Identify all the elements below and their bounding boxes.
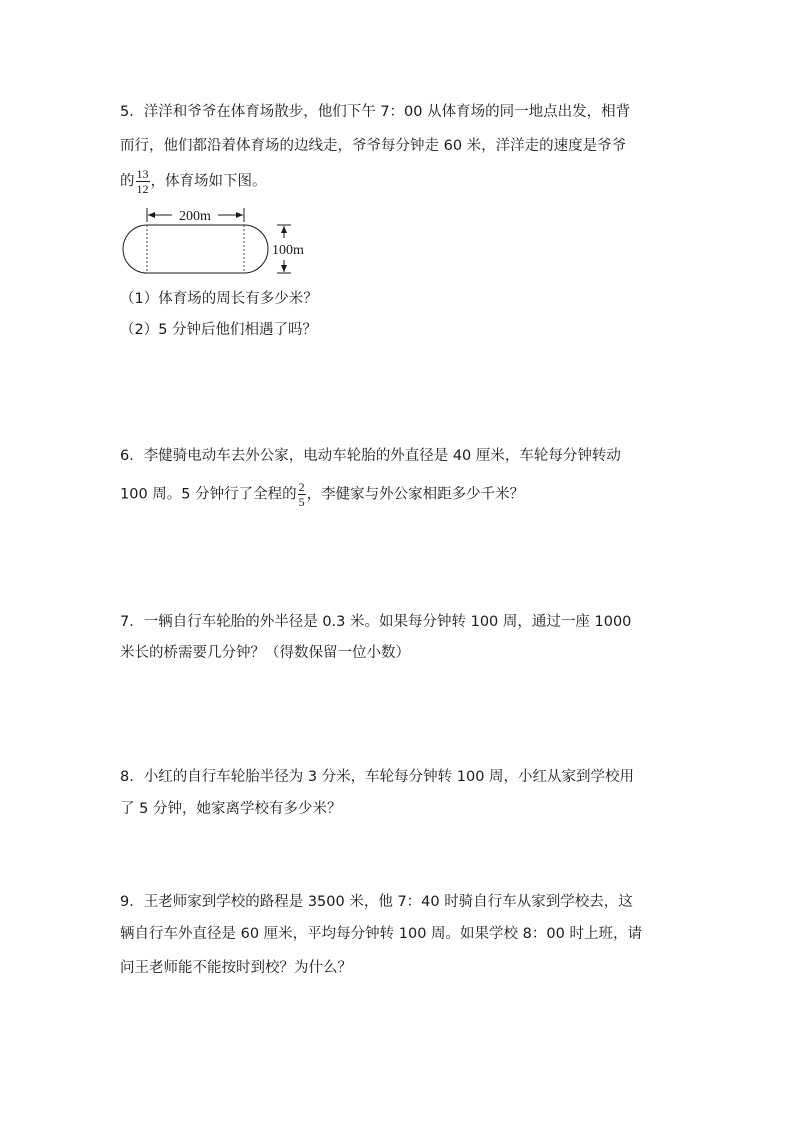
q5-fraction: [136, 168, 150, 195]
q7-line-2: 米长的桥需要几分钟？（得数保留一位小数）: [120, 645, 410, 661]
q5-line-2: 而行，他们都沿着体育场的边线走，爷爷每分钟走 60 米，洋洋走的速度是爷爷: [120, 138, 627, 154]
q8-line-2: 了 5 分钟，她家离学校有多少米？: [120, 801, 342, 817]
q6-line-2: [120, 481, 524, 508]
q5-line-1: 5．洋洋和爷爷在体育场散步，他们下午 7：00 从体育场的同一地点出发，相背: [120, 104, 631, 120]
width-label: 100m: [272, 243, 304, 258]
stadium-diagram: [120, 205, 320, 277]
q5-fraction-denominator: 12: [136, 182, 149, 196]
q9-line-2: 辆自行车外直径是 60 厘米，平均每分钟转 100 周。如果学校 8：00 时上班，请: [120, 926, 642, 942]
q9-line-3: 问王老师能不能按时到校？为什么？: [120, 960, 352, 976]
q5-line-3: [120, 168, 267, 195]
q6-fraction-denominator: 5: [298, 495, 305, 509]
q8-line-1: 8．小红的自行车轮胎半径为 3 分米，车轮每分钟转 100 周，小红从家到学校用: [120, 769, 635, 785]
q6-line-1: 6．李健骑电动车去外公家，电动车轮胎的外直径是 40 厘米，车轮每分钟转动: [120, 448, 621, 464]
q5-sub-question-2: （2）5 分钟后他们相遇了吗？: [120, 322, 318, 338]
stadium-outline: [123, 225, 268, 273]
q6-line-2-pre: 100 周。5 分钟行了全程的: [120, 486, 297, 503]
q5-sub-question-1: （1）体育场的周长有多少米？: [120, 291, 318, 307]
q6-fraction: [298, 481, 306, 508]
q6-fraction-numerator: 2: [298, 480, 305, 494]
q7-line-1: 7．一辆自行车轮胎的外半径是 0.3 米。如果每分钟转 100 周，通过一座 1000: [120, 614, 632, 630]
q5-fraction-numerator: 13: [136, 167, 149, 181]
q5-line-3-pre: 的: [120, 173, 135, 190]
q5-line-3-post: ，体育场如下图。: [150, 173, 267, 190]
q9-line-1: 9．王老师家到学校的路程是 3500 米，他 7：40 时骑自行车从家到学校去，这: [120, 894, 633, 910]
length-label: 200m: [179, 209, 211, 224]
q6-line-2-post: ，李健家与外公家相距多少千米？: [306, 486, 525, 503]
